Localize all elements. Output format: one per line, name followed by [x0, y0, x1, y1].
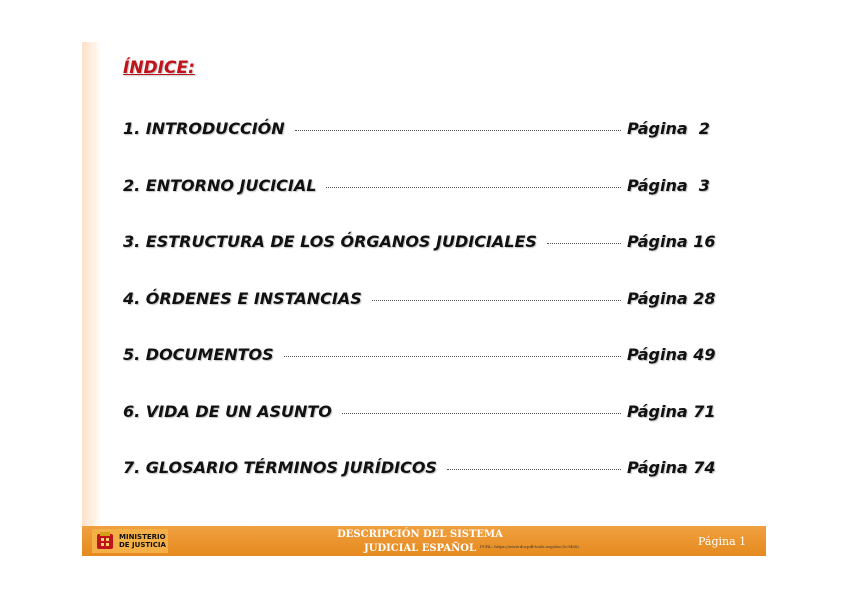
footer-url[interactable]: PURL: https://www.docpdf-tools.org/doc/5c9408/ [480, 544, 579, 549]
toc-entry-page: Página 71 [627, 401, 716, 421]
toc-leader-dots [326, 187, 621, 188]
toc-leader-dots [447, 469, 621, 470]
toc-entry-label: 6. VIDA DE UN ASUNTO [123, 401, 332, 421]
toc-entry-page: Página 28 [627, 288, 716, 308]
toc-entry-page: Página 49 [627, 344, 716, 364]
toc-entry-label: 7. GLOSARIO TÉRMINOS JURÍDICOS [123, 457, 437, 477]
toc-entry-1[interactable] [123, 116, 723, 140]
toc-entry-page: Página 2 [627, 118, 710, 138]
footer-page-number: Página 1 [698, 535, 747, 548]
toc-entry-page: Página 16 [627, 231, 716, 251]
toc-leader-dots [372, 300, 621, 301]
toc-entry-page: Página 74 [627, 457, 716, 477]
toc-entry-page: Página 3 [627, 175, 710, 195]
footer-document-title: DESCRIPCIÓN DEL SISTEMA JUDICIAL ESPAÑOL [337, 529, 503, 554]
coat-of-arms-icon [94, 530, 116, 552]
toc-leader-dots [342, 413, 621, 414]
toc-entry-5[interactable] [123, 342, 723, 366]
toc-entry-4[interactable] [123, 286, 723, 310]
toc-entry-3[interactable] [123, 229, 723, 253]
toc-entry-label: 1. INTRODUCCIÓN [123, 118, 285, 138]
ministry-logo [92, 529, 168, 553]
toc-entry-2[interactable] [123, 173, 723, 197]
logo-text: MINISTERIO DE JUSTICIA [119, 533, 166, 549]
toc-entry-6[interactable] [123, 399, 723, 423]
toc-entry-label: 3. ESTRUCTURA DE LOS ÓRGANOS JUDICIALES [123, 231, 537, 251]
toc-leader-dots [547, 243, 621, 244]
index-title: ÍNDICE: [123, 58, 195, 78]
toc-leader-dots [295, 130, 621, 131]
toc-leader-dots [284, 356, 621, 357]
toc-entry-label: 2. ENTORNO JUCICIAL [123, 175, 317, 195]
toc-entry-label: 4. ÓRDENES E INSTANCIAS [123, 288, 362, 308]
page-margin-stripe [82, 42, 102, 526]
toc-entry-label: 5. DOCUMENTOS [123, 344, 274, 364]
toc-entry-7[interactable] [123, 455, 723, 479]
